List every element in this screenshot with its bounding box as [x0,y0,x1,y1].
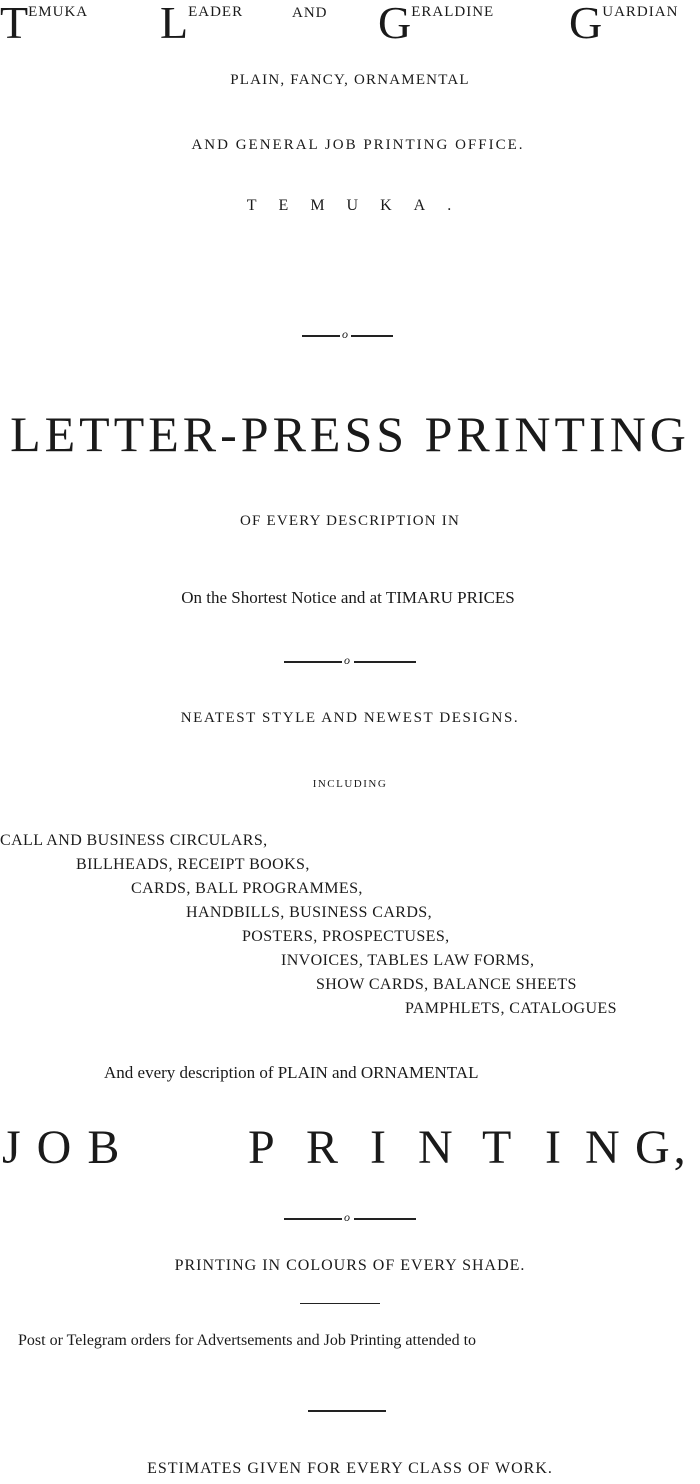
masthead-word-guardian [569,0,678,50]
ornament-rule-left [302,335,340,337]
list-item: CALL AND BUSINESS CIRCULARS, [0,832,268,849]
masthead-rest: EADER [188,4,244,20]
masthead-rest: EMUKA [28,4,89,20]
line-including: INCLUDING [312,778,388,790]
line-printing-colours: PRINTING IN COLOURS OF EVERY SHADE. [174,1257,526,1274]
ornament-circle: o [344,1210,350,1224]
job-word: JOB [2,1121,136,1174]
masthead-cap: L [160,0,189,48]
masthead-word-leader [160,0,243,50]
ornament-circle: o [342,327,348,341]
masthead-cap: G [569,0,603,48]
masthead-word-and [292,4,328,54]
line-every-description-plain: And every description of PLAIN and ORNAMENTAL [104,1063,479,1082]
headline-letterpress: LETTER-PRESS PRINTING [10,406,690,462]
ornament-circle: o [344,653,350,667]
printing-letter: P [248,1121,279,1174]
list-item: CARDS, BALL PROGRAMMES, [131,880,363,897]
printing-letter: I [370,1121,390,1174]
masthead-rest: ERALDINE [411,4,495,20]
line-post-telegram: Post or Telegram orders for Advertsements and Job Printing attended to [18,1332,477,1349]
line-every-description: OF EVERY DESCRIPTION IN [240,513,460,529]
list-item: BILLHEADS, RECEIPT BOOKS, [76,856,310,873]
line-plain-fancy: PLAIN, FANCY, ORNAMENTAL [230,72,470,88]
printing-letter: N [418,1121,457,1174]
line-estimates: ESTIMATES GIVEN FOR EVERY CLASS OF WORK. [147,1460,553,1477]
ornament-rule-left [284,661,342,663]
line-town: TEMUKA. [246,197,474,214]
printing-letter: N [585,1121,624,1174]
printing-letter: R [306,1121,343,1174]
masthead-rest: UARDIAN [602,4,679,20]
list-item: HANDBILLS, BUSINESS CARDS, [186,904,432,921]
printing-letter: T [482,1121,516,1174]
ornament-rule-right [354,1218,416,1220]
ornament-rule-right [354,661,416,663]
list-item: INVOICES, TABLES LAW FORMS, [281,952,535,969]
ornament-rule-right [351,335,393,337]
masthead-word-geraldine [378,0,494,50]
list-item: POSTERS, PROSPECTUSES, [242,928,450,945]
printing-letter: G, [635,1121,690,1174]
masthead-word-temuka [0,0,88,50]
masthead-cap: T [0,0,29,48]
line-shortest-notice: On the Shortest Notice and at TIMARU PRICES [181,588,515,607]
divider-rule [308,1410,386,1412]
list-item: SHOW CARDS, BALANCE SHEETS [316,976,577,993]
printing-letter: I [545,1121,565,1174]
ornament-rule-left [284,1218,342,1220]
divider-rule [300,1303,380,1304]
masthead-and: AND [292,5,328,21]
line-general-office: AND GENERAL JOB PRINTING OFFICE. [191,137,525,153]
masthead-cap: G [378,0,412,48]
list-item: PAMPHLETS, CATALOGUES [405,1000,617,1017]
line-neatest-style: NEATEST STYLE AND NEWEST DESIGNS. [180,710,520,726]
